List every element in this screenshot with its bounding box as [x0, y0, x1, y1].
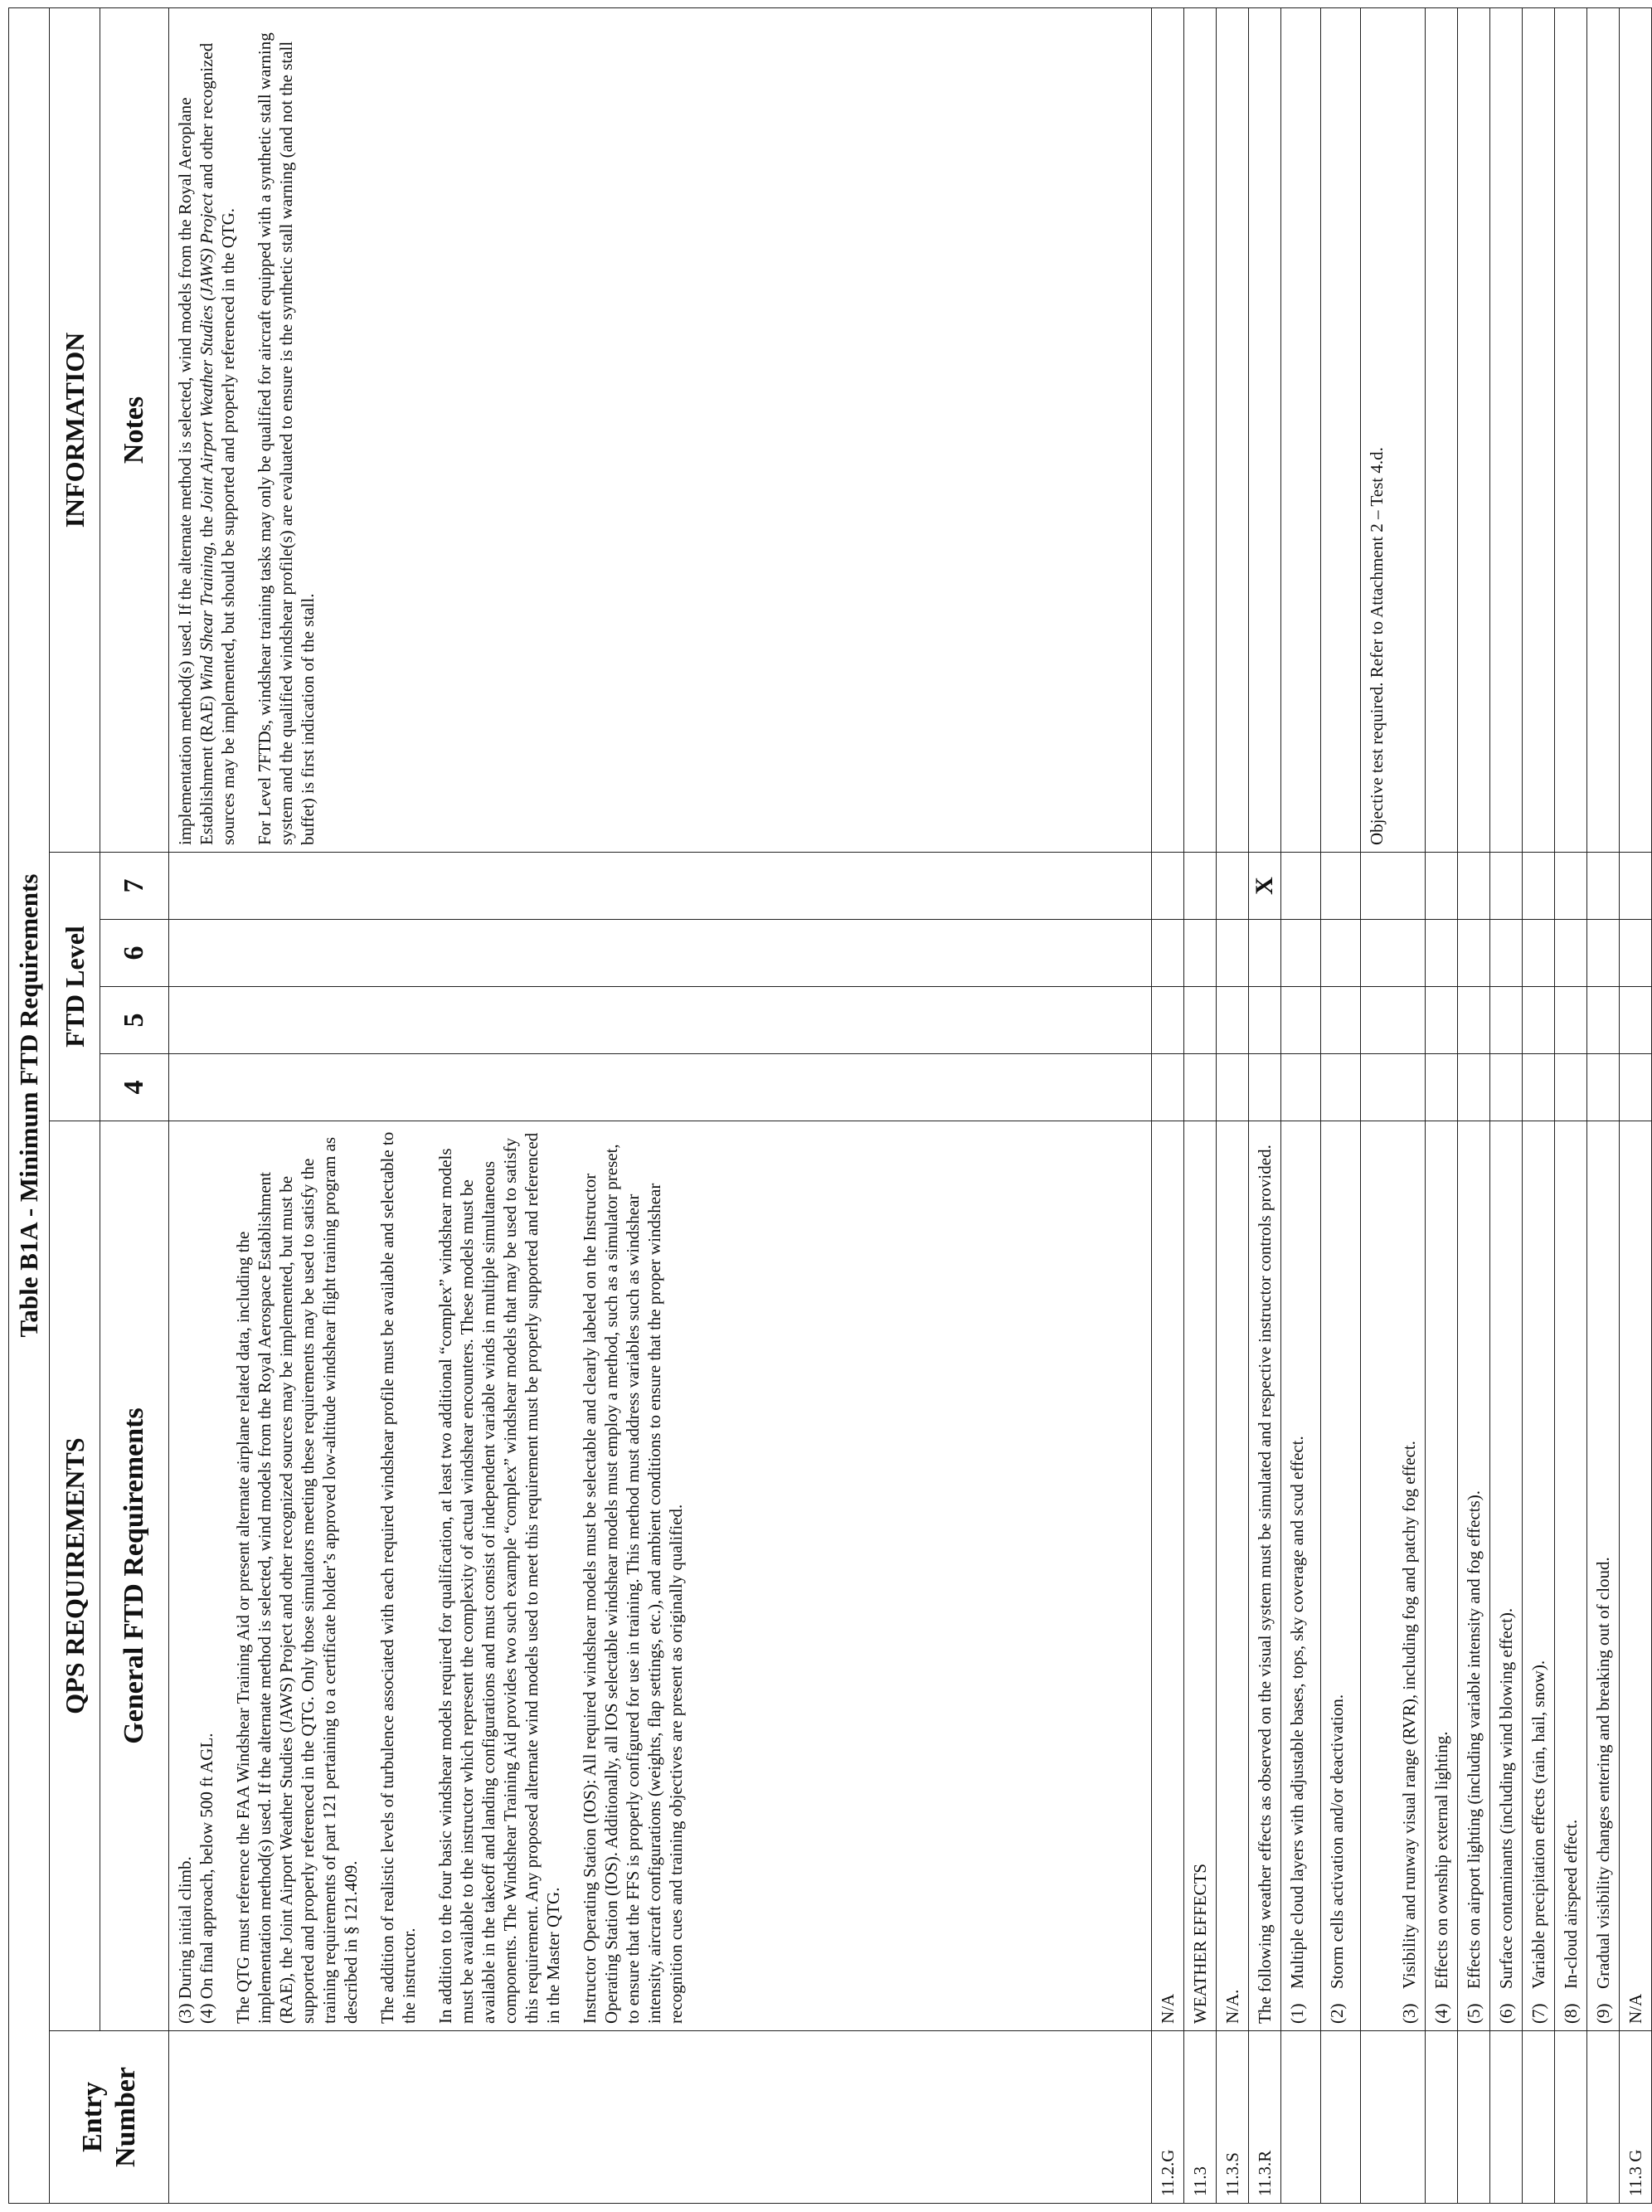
- notes-header: Notes: [100, 7, 169, 852]
- requirement-cell: N/A.: [1217, 1121, 1249, 2031]
- level-6-header: 6: [100, 920, 169, 987]
- level-5-header: 5: [100, 987, 169, 1054]
- entry-cell: 11.2.G: [1152, 2031, 1184, 2204]
- notes-cell: [169, 7, 1152, 852]
- header-group-row: [50, 7, 100, 2203]
- table-row: [1217, 7, 1249, 2203]
- requirement-paragraph: The addition of realistic levels of turbulence associated with each required windshear profile must be available and selectable to the instructor.: [377, 1131, 419, 2024]
- level-cell: [169, 853, 1152, 920]
- requirement-line: (4) On final approach, below 500 ft AGL.: [197, 1733, 216, 2024]
- table-row: [1249, 7, 1281, 2203]
- level-cell: [169, 920, 1152, 987]
- requirement-cell: (7) Variable precipitation effects (rain, hail, snow).: [1523, 1121, 1555, 2031]
- table-row: [1587, 7, 1620, 2203]
- requirement-cell: WEATHER EFFECTS: [1184, 1121, 1217, 2031]
- header-sub-row: [100, 7, 169, 2203]
- information-header: INFORMATION: [50, 7, 100, 852]
- level-4-header: 4: [100, 1054, 169, 1121]
- table-row: [1321, 7, 1361, 2203]
- qps-requirements-header: QPS REQUIREMENTS: [50, 1121, 100, 2031]
- entry-cell: 11.3 G: [1620, 2031, 1652, 2204]
- requirement-paragraph: Instructor Operating Station (IOS): All required windshear models must be selectable and clearly labeled on the Instructor Operating Station (IOS). Additionally, all IOS selectable windshear models must employ a method, such as a simulator preset, to ensure that the FFS is properly configured for use in training. This method must address variables such as windshear intensity, aircraft configurations (weights, flap settings, etc.), and ambient conditions to ensure that the proper windshear recognition cues and training objectives are present as originally qualified.: [580, 1144, 686, 2024]
- table-row: [1426, 7, 1458, 2203]
- requirement-cell: N/A: [1620, 1121, 1652, 2031]
- level-cell: [169, 1054, 1152, 1121]
- table-title: Table B1A - Minimum FTD Requirements: [9, 7, 50, 2203]
- level-7-header: 7: [100, 853, 169, 920]
- table-row: [1523, 7, 1555, 2203]
- table-row: [1184, 7, 1217, 2203]
- entry-cell: 11.3.S: [1217, 2031, 1249, 2204]
- requirement-line: (3) During initial climb.: [175, 1856, 195, 2024]
- table-row: [1361, 7, 1426, 2203]
- entry-cell: 11.3: [1184, 2031, 1217, 2204]
- requirement-cell: (9) Gradual visibility changes entering and breaking out of cloud.: [1587, 1121, 1620, 2031]
- notes-cell: Objective test required. Refer to Attachment 2 – Test 4.d.: [1361, 7, 1426, 852]
- requirement-cell: (3) Visibility and runway visual range (RVR), including fog and patchy fog effect.: [1361, 1121, 1426, 2031]
- requirement-cell: [169, 1121, 1152, 2031]
- requirement-cell: (8) In-cloud airspeed effect.: [1555, 1121, 1587, 2031]
- requirement-cell: The following weather effects as observed on the visual system must be simulated and respective instructor controls provided.: [1249, 1121, 1281, 2031]
- table-row: [1490, 7, 1523, 2203]
- table-row: [169, 7, 1152, 2203]
- level-cell: [169, 987, 1152, 1054]
- notes-paragraph: implementation method(s) used. If the alternate method is selected, wind models from the Royal Aeroplane Establishment (RAE) Wind Shear Training, the Joint Airport Weather Studies (JAWS) Project and other recognized sources may be implemented, but should be supported and properly referenced in the QTG.: [175, 42, 238, 845]
- requirement-cell: N/A: [1152, 1121, 1184, 2031]
- table-title-row: [9, 7, 50, 2203]
- general-requirements-header: General FTD Requirements: [100, 1121, 169, 2031]
- requirement-paragraph: The QTG must reference the FAA Windshear Training Aid or present alternate airplane related data, including the implementation method(s) used. If the alternate method is selected, wind models from the Royal Aerospace Establishment (RAE), the Joint Airport Weather Studies (JAWS) Project and other recognized sources may be implemented, but must be supported and properly referenced in the QTG. Only those simulators meeting these requirements may be used to satisfy the training requirements of part 121 pertaining to a certificate holder’s approved low-altitude windshear flight training program as described in § 121.409.: [233, 1136, 361, 2024]
- requirement-cell: (2) Storm cells activation and/or deactivation.: [1321, 1121, 1361, 2031]
- table-row: [1152, 7, 1184, 2203]
- entry-number-header: Entry Number: [50, 2031, 169, 2204]
- requirement-cell: (6) Surface contaminants (including wind blowing effect).: [1490, 1121, 1523, 2031]
- requirement-paragraph: In addition to the four basic windshear models required for qualification, at least two additional “complex” windshear models must be available to the instructor which represent the complexity of actual windshear encounters. These models must be available in the takeoff and landing configurations and must consist of independent variable winds in multiple simultaneous components. The Windshear Training Aid provides two such example “complex” windshear models that may be used to satisfy this requirement. Any proposed alternate wind models used to meet this requirement must be properly supported and referenced in the Master QTG.: [435, 1132, 563, 2024]
- table-row: [1281, 7, 1321, 2203]
- table-row: [1555, 7, 1587, 2203]
- table-row: [1458, 7, 1490, 2203]
- table-row: [1620, 7, 1652, 2203]
- requirement-cell: (5) Effects on airport lighting (including variable intensity and fog effects).: [1458, 1121, 1490, 2031]
- notes-paragraph: For Level 7FTDs, windshear training tasks may only be qualified for aircraft equipped with a synthetic stall warning system and the qualified windshear profile(s) are evaluated to ensure is the synthetic stall warning (and not the stall buffet) is first indication of the stall.: [255, 32, 318, 845]
- requirement-cell: (1) Multiple cloud layers with adjustable bases, tops, sky coverage and scud effect.: [1281, 1121, 1321, 2031]
- entry-cell: [169, 2031, 1152, 2204]
- requirement-cell: (4) Effects on ownship external lighting.: [1426, 1121, 1458, 2031]
- ftd-level-header: FTD Level: [50, 853, 100, 1121]
- requirements-table: [8, 7, 1652, 2204]
- entry-cell: 11.3.R: [1249, 2031, 1281, 2204]
- level-7-mark: X: [1249, 853, 1281, 920]
